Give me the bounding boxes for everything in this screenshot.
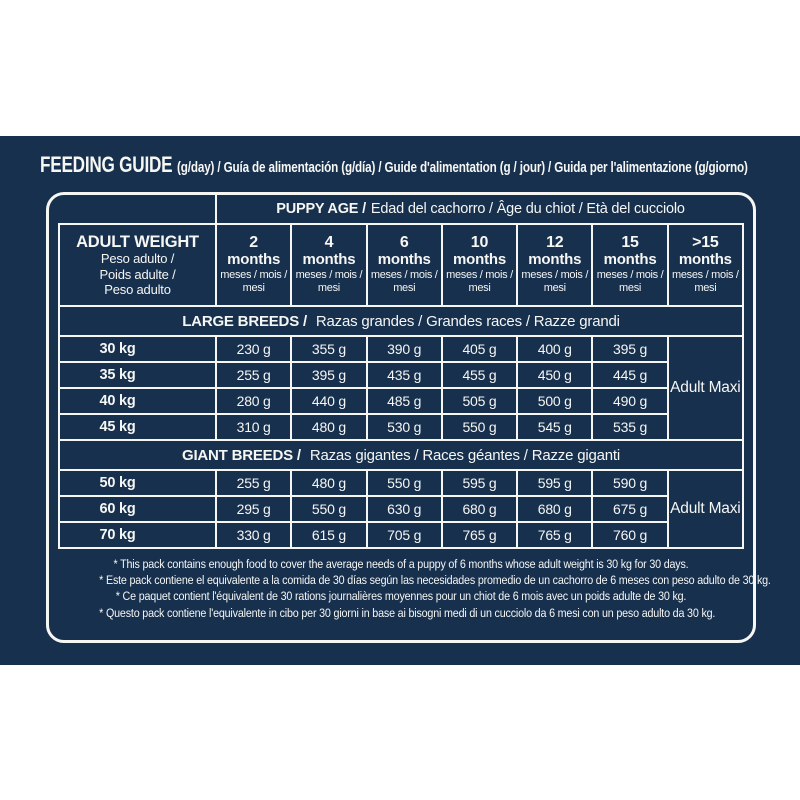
section-header-row bbox=[59, 440, 743, 470]
month-sub: meses / mois / bbox=[220, 268, 287, 281]
month-sub: meses / mois / bbox=[596, 268, 664, 281]
month-sub: mesi bbox=[468, 281, 491, 294]
month-sub: meses / mois / bbox=[295, 268, 363, 281]
month-header-cell bbox=[216, 224, 291, 306]
footnote-es: * Este pack contiene el equivalente a la comida de 30 días según las necesidades promedio de un cachorro de 6 meses con peso adulto de 30 kg. bbox=[99, 573, 771, 588]
table-row bbox=[59, 496, 743, 522]
month-word: months bbox=[377, 251, 431, 269]
puppy-age-header bbox=[215, 195, 744, 223]
value-cell: 400 g bbox=[517, 336, 592, 362]
value-cell: 675 g bbox=[592, 496, 667, 522]
month-word: months bbox=[678, 251, 732, 269]
value-cell: 480 g bbox=[291, 470, 366, 496]
month-sub: mesi bbox=[317, 281, 340, 294]
month-sub: mesi bbox=[619, 281, 642, 294]
value-cell: 355 g bbox=[291, 336, 366, 362]
puppy-age-label: PUPPY AGE / bbox=[276, 201, 366, 217]
value-cell: 310 g bbox=[216, 414, 291, 440]
month-header-cell bbox=[592, 224, 667, 306]
value-cell: 595 g bbox=[517, 470, 592, 496]
value-cell: 255 g bbox=[216, 470, 291, 496]
value-cell: 435 g bbox=[367, 362, 442, 388]
month-header-cell bbox=[291, 224, 366, 306]
value-cell: 395 g bbox=[291, 362, 366, 388]
weight-cell: 45 kg bbox=[59, 414, 216, 440]
month-number: 10 bbox=[470, 234, 489, 252]
footnote-it: * Questo pack contiene l'equivalente in cibo per 30 giorni in base ai bisogni medi di un cucciolo da 6 mesi con un peso adulto da 30 kg. bbox=[99, 605, 716, 620]
month-sub: meses / mois / bbox=[370, 268, 438, 281]
panel-title bbox=[40, 152, 748, 178]
value-cell: 505 g bbox=[442, 388, 517, 414]
weight-cell: 50 kg bbox=[59, 470, 216, 496]
month-sub: mesi bbox=[242, 281, 265, 294]
value-cell: 255 g bbox=[216, 362, 291, 388]
value-cell: 530 g bbox=[367, 414, 442, 440]
value-cell: 405 g bbox=[442, 336, 517, 362]
footnote-en: * This pack contains enough food to cover the average needs of a puppy of 6 months whose adult weight is 30 kg for 30 days. bbox=[113, 557, 689, 571]
section-translations: Razas gigantes / Races géantes / Razze giganti bbox=[309, 446, 620, 464]
value-cell: 680 g bbox=[442, 496, 517, 522]
month-sub: mesi bbox=[694, 281, 717, 294]
table-row bbox=[59, 414, 743, 440]
value-cell: 440 g bbox=[291, 388, 366, 414]
value-cell: 630 g bbox=[367, 496, 442, 522]
adult-maxi-cell: Adult Maxi bbox=[668, 470, 743, 548]
months-header-row bbox=[59, 224, 743, 306]
table-row bbox=[59, 522, 743, 548]
value-cell: 550 g bbox=[291, 496, 366, 522]
month-number: 12 bbox=[546, 234, 564, 252]
value-cell: 330 g bbox=[216, 522, 291, 548]
value-cell: 490 g bbox=[592, 388, 667, 414]
value-cell: 765 g bbox=[442, 522, 517, 548]
adult-weight-sub: Peso adulto / bbox=[100, 251, 175, 267]
giant-breeds-header bbox=[59, 440, 743, 470]
value-cell: 550 g bbox=[442, 414, 517, 440]
value-cell: 550 g bbox=[367, 470, 442, 496]
value-cell: 705 g bbox=[367, 522, 442, 548]
month-word: months bbox=[453, 251, 506, 269]
month-sub: meses / mois / bbox=[521, 268, 589, 281]
feeding-table-box bbox=[46, 192, 771, 643]
weight-cell: 70 kg bbox=[59, 522, 216, 548]
adult-weight-title: ADULT WEIGHT bbox=[76, 232, 199, 251]
adult-maxi-cell: Adult Maxi bbox=[668, 336, 743, 440]
section-title: LARGE BREEDS / bbox=[182, 312, 307, 330]
table-row bbox=[59, 336, 743, 362]
month-sub: mesi bbox=[393, 281, 416, 294]
weight-cell: 35 kg bbox=[59, 362, 216, 388]
weight-cell: 40 kg bbox=[59, 388, 216, 414]
month-word: months bbox=[603, 251, 657, 269]
large-breeds-header bbox=[59, 306, 743, 336]
month-sub: meses / mois / bbox=[671, 268, 739, 281]
month-header-cell bbox=[442, 224, 517, 306]
weight-cell: 60 kg bbox=[59, 496, 216, 522]
adult-weight-header-cell bbox=[59, 224, 216, 306]
month-word: months bbox=[227, 251, 281, 269]
adult-weight-sub: Peso adulto bbox=[104, 282, 171, 298]
value-cell: 485 g bbox=[367, 388, 442, 414]
month-sub: mesi bbox=[543, 281, 566, 294]
value-cell: 535 g bbox=[592, 414, 667, 440]
section-header-row bbox=[59, 306, 743, 336]
title-main: FEEDING GUIDE bbox=[40, 152, 173, 177]
table-row bbox=[59, 470, 743, 496]
value-cell: 395 g bbox=[592, 336, 667, 362]
puppy-age-translations: Edad del cachorro / Âge du chiot / Età del cucciolo bbox=[370, 201, 685, 217]
value-cell: 280 g bbox=[216, 388, 291, 414]
month-header-cell bbox=[367, 224, 442, 306]
value-cell: 615 g bbox=[291, 522, 366, 548]
month-word: months bbox=[302, 251, 356, 269]
value-cell: 455 g bbox=[442, 362, 517, 388]
feeding-table bbox=[58, 223, 744, 549]
footnotes bbox=[58, 556, 771, 621]
value-cell: 765 g bbox=[517, 522, 592, 548]
footnote-fr: * Ce paquet contient l'équivalent de 30 rations journalières moyennes pour un chiot de 6 mois avec un poids adulte de 30 kg. bbox=[115, 589, 687, 604]
month-number: 4 bbox=[324, 234, 334, 252]
month-number: 15 bbox=[621, 234, 639, 252]
title-translations: (g/day) / Guía de alimentación (g/día) / Guide d'alimentation (g / jour) / Guida per l'alimentazione (g/giorno) bbox=[177, 159, 748, 176]
value-cell: 295 g bbox=[216, 496, 291, 522]
value-cell: 545 g bbox=[517, 414, 592, 440]
month-word: months bbox=[528, 251, 582, 269]
feeding-guide-panel bbox=[0, 136, 800, 665]
value-cell: 590 g bbox=[592, 470, 667, 496]
section-title: GIANT BREEDS / bbox=[181, 446, 301, 464]
value-cell: 500 g bbox=[517, 388, 592, 414]
value-cell: 445 g bbox=[592, 362, 667, 388]
table-row bbox=[59, 388, 743, 414]
value-cell: 390 g bbox=[367, 336, 442, 362]
section-translations: Razas grandes / Grandes races / Razze grandi bbox=[315, 312, 620, 330]
month-sub: meses / mois / bbox=[446, 268, 513, 281]
value-cell: 760 g bbox=[592, 522, 667, 548]
month-header-cell bbox=[668, 224, 743, 306]
value-cell: 450 g bbox=[517, 362, 592, 388]
month-number: >15 bbox=[692, 234, 719, 252]
weight-cell: 30 kg bbox=[59, 336, 216, 362]
month-number: 2 bbox=[249, 234, 258, 252]
table-row bbox=[59, 362, 743, 388]
value-cell: 230 g bbox=[216, 336, 291, 362]
adult-weight-sub: Poids adulte / bbox=[99, 266, 176, 282]
value-cell: 480 g bbox=[291, 414, 366, 440]
month-header-cell bbox=[517, 224, 592, 306]
value-cell: 680 g bbox=[517, 496, 592, 522]
value-cell: 595 g bbox=[442, 470, 517, 496]
month-number: 6 bbox=[399, 234, 409, 252]
